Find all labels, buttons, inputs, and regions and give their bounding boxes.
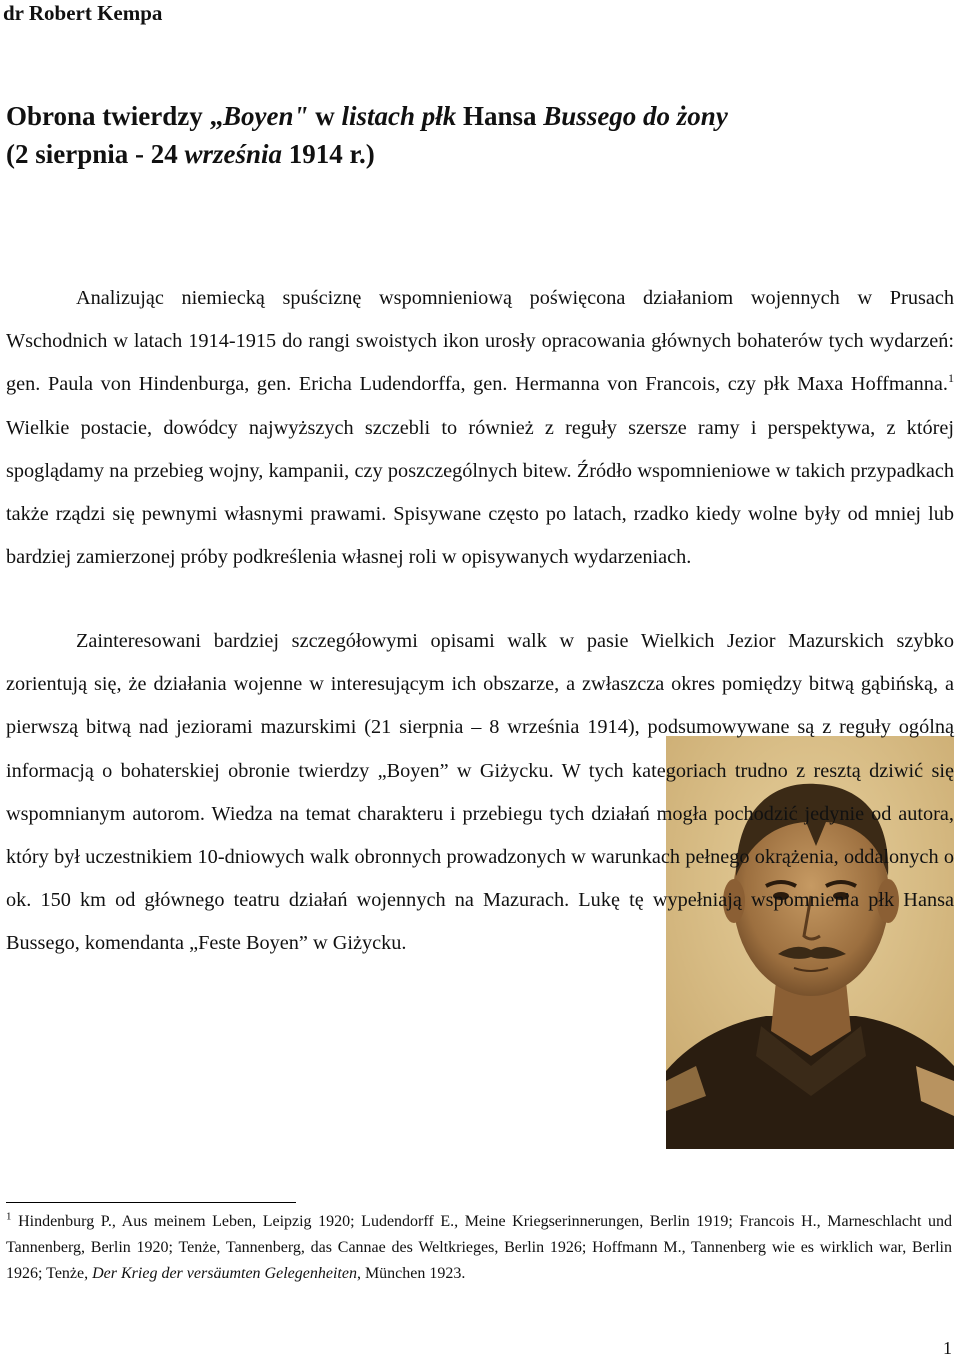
page-number: 1	[943, 1338, 952, 1358]
author-name: dr Robert Kempa	[3, 1, 163, 25]
title-part: września	[184, 139, 283, 169]
title-part: Bussego do żony	[543, 101, 728, 131]
footnote-text: Hindenburg P., Aus meinem Leben, Leipzig 1920; Ludendorff E., Meine Kriegserinnerungen, Berlin 1919; Francois H., Marneschlacht und Tannenberg, Berlin 1920; Tenże, Tannenberg, das Cannae des Weltkrieges, Berlin 1926; Hoffmann M., Tannenberg wie es wirklich war, Berlin 1926; Tenże,	[6, 1213, 952, 1282]
paragraph-text: Analizując niemiecką spuściznę wspomnieniową poświęcona działaniom wojennych w Prusach Wschodnich w latach 1914-1915 do rangi swoistych ikon urosły opracowania głównych bohaterów tych wydarzeń: gen. Paula von Hindenburga, gen. Ericha Ludendorffa, gen. Hermanna von Francois, czy płk Maxa Hoffmanna.	[6, 287, 954, 396]
title-part: w	[308, 101, 342, 131]
title-part: (2 sierpnia - 24	[6, 139, 185, 169]
title-part: Obrona twierdzy „	[6, 101, 223, 131]
body-paragraph-1	[6, 277, 954, 579]
footnote	[6, 1209, 952, 1287]
body-paragraph-2	[6, 620, 954, 966]
footnote-separator	[6, 1202, 296, 1203]
title-part: listach płk	[341, 101, 457, 131]
title-part: 1914 r.)	[282, 139, 375, 169]
title-part: Hansa	[456, 101, 544, 131]
title-part: Boyen"	[223, 101, 309, 131]
footnote-reference[interactable]: 1	[948, 371, 954, 386]
footnote-text: , München 1923.	[356, 1265, 466, 1282]
footnote-text-italic: Der Krieg der versäumten Gelegenheiten	[92, 1265, 357, 1282]
paragraph-text: Zainteresowani bardziej szczegółowymi opisami walk w pasie Wielkich Jezior Mazurskich szybko zorientują się, że działania wojenne w interesującym ich obszarze, a zwłaszcza okres pomiędzy bitwą gąbińską, a pierwszą bitwą nad jeziorami mazurskimi (21 sierpnia – 8 września 1914), podsumowywane są z reguły ogólną informacją o bohaterskiej obronie twierdzy „Boyen” w Giżycku. W tych kategoriach trudno z resztą dziwić się wspomnianym autorom. Wiedza na temat charakteru i przebiegu tych działań mogła pochodzić jedynie od autora, który był uczestnikiem 10-dniowych walk obronnych prowadzonych w warunkach pełnego okrążenia, oddalonych o ok. 150 km od głównego teatru działań wojennych na Mazurach. Lukę tę wypełniają wspomnienia płk Hansa Bussego, komendanta „Feste Boyen” w Giżycku.	[6, 630, 954, 955]
footnote-marker: 1	[6, 1210, 12, 1223]
article-title	[6, 97, 946, 173]
paragraph-text: Wielkie postacie, dowódcy najwyższych szczebli to również z reguły szersze ramy i perspektywa, z której spoglądamy na przebieg wojny, kampanii, czy poszczególnych bitew. Źródło wspomnieniowe w takich przypadkach także rządzi się pewnymi własnymi prawami. Spisywane często po latach, rzadko kiedy wolne były od mniej lub bardziej zamierzonej próby podkreślenia własnej roli w opisywanych wydarzeniach.	[6, 416, 954, 569]
